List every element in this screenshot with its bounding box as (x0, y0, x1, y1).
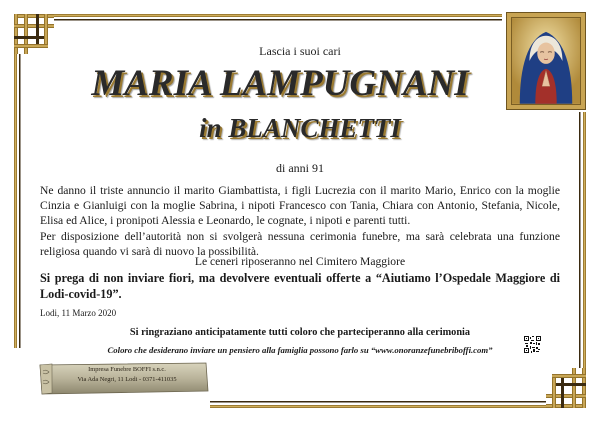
deceased-name: MARIA LAMPUGNANI (91, 63, 469, 104)
ashes-text: Le ceneri riposeranno nel Cimitero Maggiore (194, 255, 406, 268)
ceremony-paragraph: Per disposizione dell’autorità non si svolgerà nessuna cerimonia funebre, ma sarà celebrata una funzione religiosa quando vi sarà di nuovo la possibilità. (40, 229, 560, 258)
qr-code-icon (524, 336, 541, 353)
intro-text: Lascia i suoi cari (259, 44, 341, 58)
flowers-request: Si prega di non inviare fiori, ma devolvere eventuali offerte a “Aiutiamo l’Ospedale Maggiore di Lodi-covid-19”. (40, 271, 560, 301)
announcement-paragraph: Ne danno il triste annuncio il marito Giambattista, i figli Lucrezia con il marito Mario, Enrico con la moglie Cinzia e Gianluigi con la moglie Sabrina, i nipoti Francesco con Tania, Chiara con Antonio, Stefania, Nicole, Elisa ed Alice, i pronipoti Alessia e Leonardo, le cognate, i nipoti e parenti tutti. (40, 184, 560, 228)
funeral-home-info (52, 365, 202, 384)
online-message: Coloro che desiderano inviare un pensiero alla famiglia possono farlo su “www.onoranzefunebriboffi.com” (107, 345, 493, 355)
place-date: Lodi, 11 Marzo 2020 (40, 308, 117, 318)
married-name: in BLANCHETTI (199, 113, 401, 143)
madonna-portrait (506, 12, 586, 110)
thanks-text: Si ringraziano anticipatamente tutti coloro che parteciperanno alla cerimonia (129, 327, 471, 338)
age-text: di anni 91 (276, 161, 324, 175)
corner-ornament-bottom-right (546, 368, 586, 408)
announcement-body (40, 183, 560, 259)
funeral-home-name: Impresa Funebre BOFFI s.n.c. (88, 366, 166, 373)
funeral-home-address: Via Ada Negri, 11 Lodi - 0371-411035 (77, 375, 177, 383)
madonna-portrait-image (511, 17, 581, 105)
